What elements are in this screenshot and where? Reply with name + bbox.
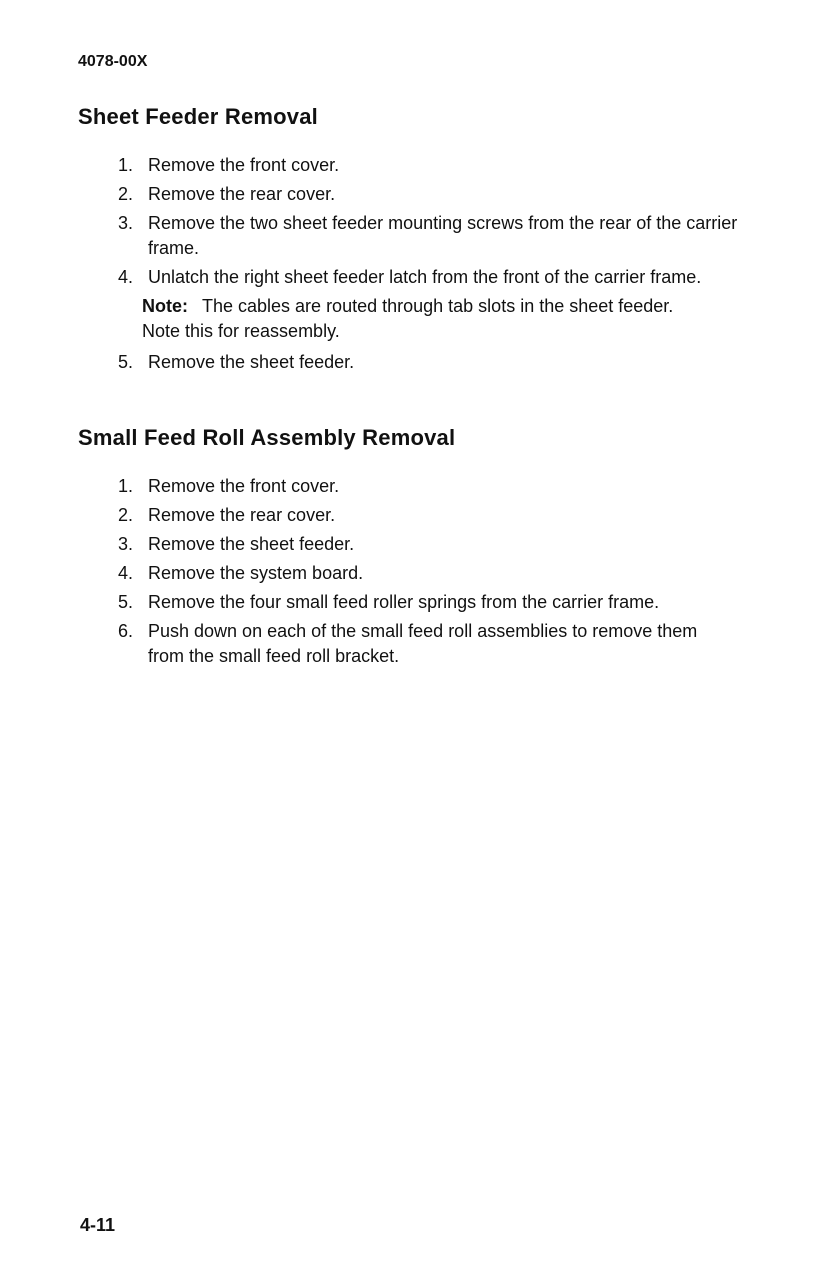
step-number: 4. (118, 267, 134, 287)
list-item (78, 153, 758, 178)
list-item (78, 532, 758, 557)
note-label: Note: (142, 296, 188, 316)
step-text: Remove the rear cover. (148, 505, 336, 525)
list-item (78, 590, 758, 615)
step-number: 5. (118, 592, 134, 612)
step-number: 1. (118, 155, 134, 175)
step-text: Remove the front cover. (148, 155, 340, 175)
step-text: Unlatch the right sheet feeder latch from the front of the carrier frame. (148, 267, 702, 287)
list-item (78, 182, 758, 207)
list-item (78, 211, 758, 261)
step-text: Push down on each of the small feed roll assemblies to remove them from the small feed roll bracket. (148, 621, 698, 666)
step-number: 3. (118, 534, 134, 554)
list-item (78, 350, 758, 375)
step-text: Remove the two sheet feeder mounting screws from the rear of the carrier frame. (148, 213, 738, 258)
document-id: 4078-00X (78, 53, 148, 70)
list-item (78, 561, 758, 586)
step-text: Remove the sheet feeder. (148, 352, 355, 372)
section-sheet-feeder-removal (78, 104, 758, 379)
note-text: The cables are routed through tab slots in the sheet feeder. Note this for reassembly. (142, 296, 674, 341)
list-item (78, 619, 758, 669)
step-number: 5. (118, 352, 134, 372)
section-title: Sheet Feeder Removal (78, 104, 318, 129)
step-number: 1. (118, 476, 134, 496)
step-list (78, 153, 758, 375)
list-item (78, 265, 758, 290)
step-text: Remove the system board. (148, 563, 364, 583)
step-text: Remove the rear cover. (148, 184, 336, 204)
step-number: 2. (118, 505, 134, 525)
page-number: 4-11 (80, 1215, 116, 1235)
step-list (78, 474, 758, 669)
list-item (78, 503, 758, 528)
step-number: 3. (118, 213, 134, 233)
section-title: Small Feed Roll Assembly Removal (78, 425, 456, 450)
step-text: Remove the front cover. (148, 476, 340, 496)
step-number: 4. (118, 563, 134, 583)
note (142, 294, 758, 344)
section-small-feed-roll-assembly-removal (78, 425, 758, 673)
step-text: Remove the four small feed roller springs from the carrier frame. (148, 592, 660, 612)
step-text: Remove the sheet feeder. (148, 534, 355, 554)
step-number: 6. (118, 621, 134, 641)
step-number: 2. (118, 184, 134, 204)
list-item (78, 474, 758, 499)
